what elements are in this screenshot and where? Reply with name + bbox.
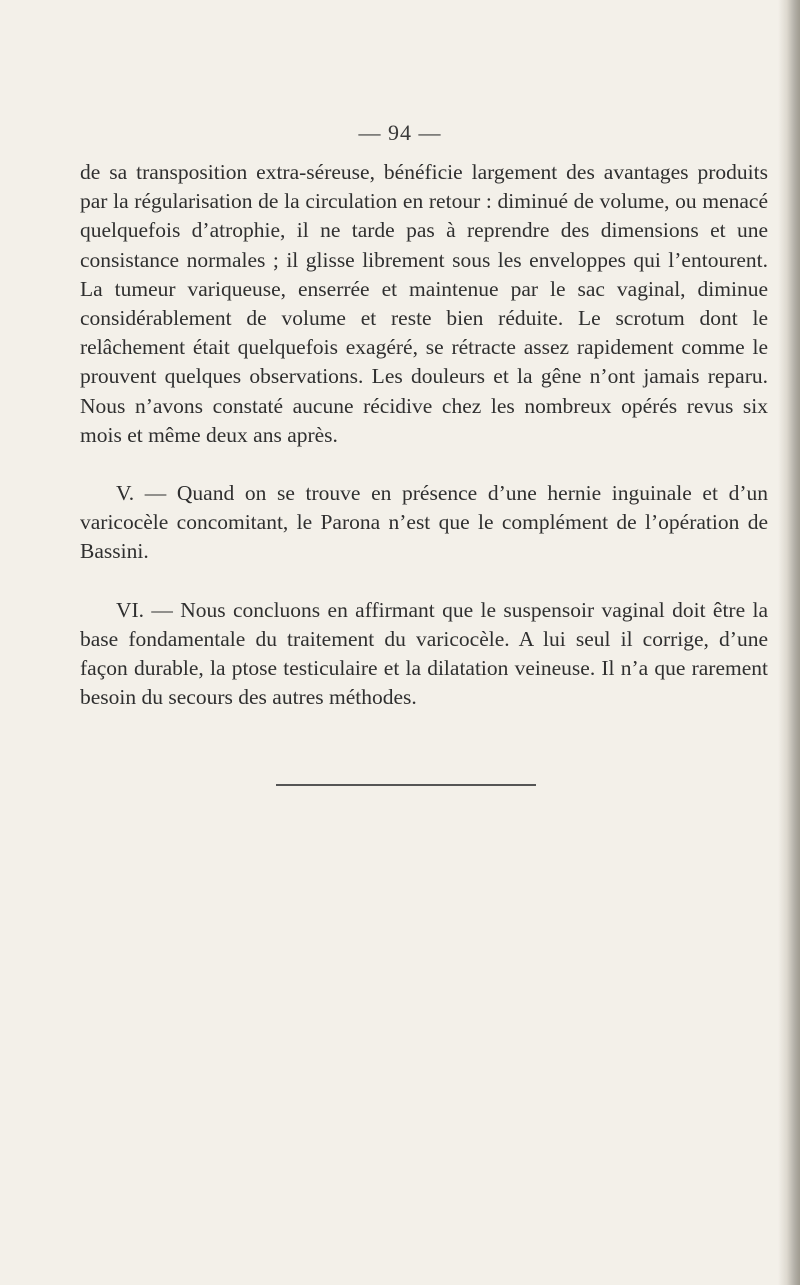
body-text <box>80 158 768 712</box>
paragraph-continuation: de sa transposition extra-séreuse, bénéficie largement des avantages produits par la régularisation de la circulation en retour : diminué de volume, ou menacé quelquefois d’atrophie, il ne tarde pas à reprendre des dimensions et une consistance normales ; il glisse librement sous les enveloppes qui l’entourent. La tumeur variqueuse, enserrée et maintenue par le sac vaginal, diminue considérablement de volume et reste bien réduite. Le scrotum dont le relâchement était quelquefois exagéré, se rétracte assez rapidement comme le prouvent quelques observations. Les douleurs et la gêne n’ont jamais reparu. Nous n’avons constaté aucune récidive chez les nombreux opérés revus six mois et même deux ans après. <box>80 160 768 447</box>
end-rule <box>276 784 536 786</box>
page-number: — 94 — <box>358 120 442 145</box>
page-edge-shadow <box>778 0 800 1285</box>
paragraph-vi: VI. — Nous concluons en affirmant que le suspensoir vaginal doit être la base fondamentale du traitement du varicocèle. A lui seul il corrige, d’une façon durable, la ptose testiculaire et la dilatation veineuse. Il n’a que rarement besoin du secours des autres méthodes. <box>80 597 768 710</box>
paragraph-v: V. — Quand on se trouve en présence d’une hernie inguinale et d’un varicocèle concomitant, le Parona n’est que le complément de l’opération de Bassini. <box>80 481 768 564</box>
